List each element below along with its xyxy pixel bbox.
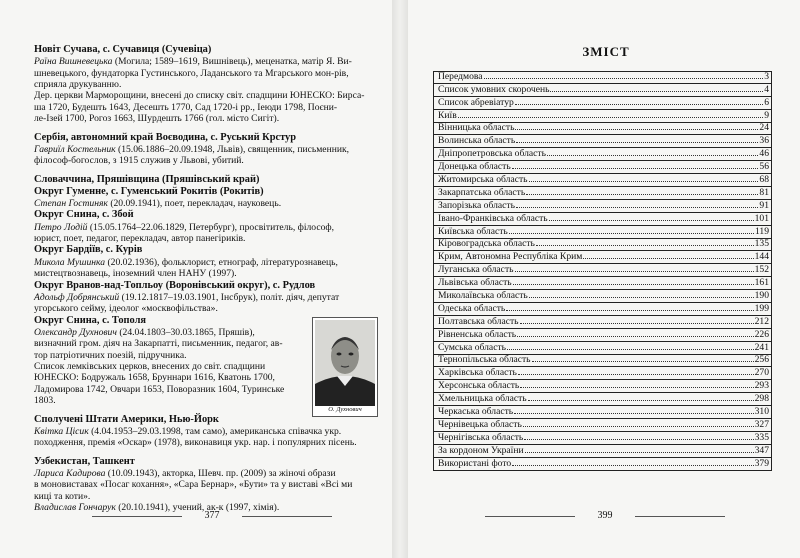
text-line: тор патріотичних поезій, підручника. bbox=[34, 349, 187, 361]
toc-row bbox=[433, 316, 772, 329]
toc-entry-label: Київ bbox=[438, 109, 457, 121]
text-line: Список лемківських церков, внесених до світ. спадщини bbox=[34, 360, 266, 372]
toc-row bbox=[433, 290, 772, 303]
toc-entry-page: 241 bbox=[754, 341, 769, 353]
photo-wrap bbox=[34, 173, 378, 413]
text-line: ша 1720, Будешть 1643, Десешть 1770, Сад 1720-і рр., Іеюди 1798, Поєни- bbox=[34, 101, 338, 113]
toc-leader-dots bbox=[529, 181, 759, 182]
person-details: (19.12.1817–19.03.1901, Інсбрук), політ. діяч, депутат bbox=[119, 291, 340, 303]
text-line bbox=[34, 292, 378, 303]
left-page-footer bbox=[92, 510, 332, 524]
toc-leader-dots bbox=[512, 168, 759, 169]
toc-leader-dots bbox=[536, 245, 754, 246]
text-line bbox=[34, 426, 378, 437]
footer-rule-right bbox=[242, 516, 332, 517]
toc-entry-label: Сумська область bbox=[438, 341, 507, 353]
toc-leader-dots bbox=[524, 439, 753, 440]
toc-leader-dots bbox=[529, 297, 754, 298]
toc-row bbox=[433, 200, 772, 213]
toc-row bbox=[433, 445, 772, 458]
left-page-number: 377 bbox=[204, 510, 220, 521]
toc-leader-dots bbox=[517, 336, 753, 337]
toc-entry-label: Волинська область bbox=[438, 135, 516, 147]
toc-leader-dots bbox=[514, 413, 753, 414]
toc-row bbox=[433, 329, 772, 342]
text-line: ЮНЕСКО: Бодружаль 1658, Бруннари 1616, Кватонь 1700, bbox=[34, 372, 275, 384]
toc-entry-label: Список умовних скорочень bbox=[438, 83, 550, 95]
toc-row bbox=[433, 226, 772, 239]
toc-entry-page: 226 bbox=[754, 328, 769, 340]
section-heading: Сербія, автономний край Воєводина, с. Руський Крстур bbox=[34, 131, 297, 143]
toc-entry-label: Харківська область bbox=[438, 367, 517, 379]
toc-entry-label: Херсонська область bbox=[438, 380, 520, 392]
toc-leader-dots bbox=[520, 323, 754, 324]
toc-leader-dots bbox=[520, 387, 753, 388]
toc-entry-label: Одеська область bbox=[438, 302, 506, 314]
right-page-number: 399 bbox=[597, 510, 613, 521]
text-line: угорського сейму, ідеолог «москвофільства». bbox=[34, 303, 218, 315]
text-line: мистецтвознавець, іноземний член НАНУ (1997). bbox=[34, 268, 237, 280]
toc-row bbox=[433, 213, 772, 226]
text-line: юрист, поет, педагог, перекладач, автор панегіриків. bbox=[34, 233, 246, 245]
toc-entry-page: 91 bbox=[759, 199, 769, 211]
toc-entry-page: 135 bbox=[754, 238, 769, 250]
person-details: (24.04.1803–30.03.1865, Пряшів), bbox=[116, 326, 255, 338]
toc-row bbox=[433, 161, 772, 174]
toc-entry-page: 144 bbox=[754, 251, 769, 263]
toc-entry-page: 119 bbox=[754, 225, 769, 237]
toc-leader-dots bbox=[484, 78, 764, 79]
toc-row bbox=[433, 239, 772, 252]
toc-row bbox=[433, 406, 772, 419]
toc-entry-page: 270 bbox=[754, 367, 769, 379]
toc-row bbox=[433, 187, 772, 200]
text-line bbox=[34, 56, 378, 67]
toc-entry-label: Кіровоградська область bbox=[438, 238, 535, 250]
toc-entry-page: 310 bbox=[754, 406, 769, 418]
section-heading: Округ Снина, с. Тополя bbox=[34, 314, 147, 326]
right-page bbox=[408, 0, 800, 558]
toc-entry-page: 6 bbox=[764, 96, 769, 108]
toc-leader-dots bbox=[512, 465, 753, 466]
toc-entry-page: 4 bbox=[764, 83, 769, 95]
toc-row bbox=[433, 432, 772, 445]
toc-row bbox=[433, 342, 772, 355]
toc-row bbox=[433, 148, 772, 161]
section-heading: Округ Гуменне, с. Гуменський Рокитів (Рокитів) bbox=[34, 185, 264, 197]
toc-entry-label: За кордоном України bbox=[438, 444, 524, 456]
photo-caption: О. Духнович bbox=[328, 405, 362, 413]
toc-entry-page: 68 bbox=[759, 174, 769, 186]
toc-entry-label: Черкаська область bbox=[438, 406, 514, 418]
text-line: визначний гром. діяч на Закарпатті, письменник, педагог, ав- bbox=[34, 338, 283, 350]
section-heading: Округ Снина, с. Збой bbox=[34, 209, 134, 221]
toc-row bbox=[433, 251, 772, 264]
toc-leader-dots bbox=[458, 117, 763, 118]
toc-entry-label: Запорізька область bbox=[438, 199, 515, 211]
toc-entry-label: Тернопільська область bbox=[438, 354, 531, 366]
toc-row bbox=[433, 135, 772, 148]
person-name: Петро Лодій bbox=[34, 221, 88, 233]
toc-entry-label: Чернівецька область bbox=[438, 418, 522, 430]
left-page bbox=[0, 0, 392, 558]
toc-row bbox=[433, 277, 772, 290]
toc-leader-dots bbox=[547, 155, 758, 156]
left-page-content bbox=[34, 44, 378, 513]
person-name: Микола Мушинка bbox=[34, 256, 106, 268]
toc-entry-label: Хмельницька область bbox=[438, 393, 527, 405]
toc-entry-page: 152 bbox=[754, 264, 769, 276]
toc-entry-label: Передмова bbox=[438, 70, 483, 82]
toc-row bbox=[433, 84, 772, 97]
person-details: (15.06.1886–20.09.1948, Львів), священник, письменник, bbox=[115, 143, 350, 155]
toc-leader-dots bbox=[523, 426, 754, 427]
person-name: Владислав Гончарук bbox=[34, 502, 116, 513]
toc-entry-page: 46 bbox=[759, 148, 769, 160]
toc-leader-dots bbox=[532, 361, 754, 362]
toc-entry-page: 56 bbox=[759, 161, 769, 173]
toc-leader-dots bbox=[525, 452, 754, 453]
toc-leader-dots bbox=[528, 400, 754, 401]
text-line: сприяла друкуванню. bbox=[34, 79, 122, 91]
toc-entry-page: 212 bbox=[754, 315, 769, 327]
person-name: Степан Гостиняк bbox=[34, 198, 108, 210]
section-heading: Узбекистан, Ташкент bbox=[34, 455, 135, 467]
toc-entry-page: 335 bbox=[754, 431, 769, 443]
toc-leader-dots bbox=[509, 233, 754, 234]
toc-entry-label: Полтавська область bbox=[438, 315, 519, 327]
toc-row bbox=[433, 110, 772, 123]
text-line: в моновиставах «Посаг кохання», «Сара Бернар», «Бути» та у виставі «Всі ми bbox=[34, 479, 353, 491]
section-uzbekistan bbox=[34, 456, 378, 514]
text-line: Дер. церкви Марморощини, внесені до списку світ. спадщини ЮНЕСКО: Бирса- bbox=[34, 90, 365, 102]
toc-row bbox=[433, 123, 772, 136]
footer-rule-right bbox=[635, 516, 725, 517]
person-details: (20.10.1941), учений, ак-к (1997, хімія). bbox=[115, 502, 280, 513]
section-novit-suchava bbox=[34, 44, 378, 125]
toc-leader-dots bbox=[515, 129, 758, 130]
toc-row bbox=[433, 419, 772, 432]
toc-leader-dots bbox=[515, 271, 754, 272]
portrait-photo bbox=[312, 317, 378, 417]
toc-entry-label: Донецька область bbox=[438, 161, 511, 173]
toc-entry-page: 24 bbox=[759, 122, 769, 134]
person-name: Лариса Кадирова bbox=[34, 467, 106, 479]
toc-entry-page: 101 bbox=[754, 212, 769, 224]
toc-row bbox=[433, 367, 772, 380]
toc-row bbox=[433, 355, 772, 368]
portrait-image bbox=[315, 320, 375, 406]
section-heading: Словаччина, Пряшівщина (Пряшівський край) bbox=[34, 173, 260, 185]
text-line: киці та коти». bbox=[34, 490, 91, 502]
toc-leader-dots bbox=[513, 284, 754, 285]
text-line bbox=[34, 257, 378, 268]
section-serbia bbox=[34, 132, 378, 167]
toc-entry-page: 190 bbox=[754, 290, 769, 302]
person-name: Адольф Добрянський bbox=[34, 291, 120, 303]
toc-entry-page: 9 bbox=[764, 109, 769, 121]
text-line bbox=[34, 198, 378, 209]
toc-leader-dots bbox=[506, 310, 753, 311]
toc-entry-label: Дніпропетровська область bbox=[438, 148, 546, 160]
toc-entry-label: Житомирська область bbox=[438, 174, 528, 186]
toc-leader-dots bbox=[516, 207, 758, 208]
toc-entry-label: Київська область bbox=[438, 225, 508, 237]
toc-table bbox=[433, 71, 772, 471]
book-gutter bbox=[392, 0, 408, 558]
toc-row bbox=[433, 380, 772, 393]
section-heading: Сполучені Штати Америки, Нью-Йорк bbox=[34, 413, 219, 425]
text-line bbox=[34, 468, 378, 479]
toc-row bbox=[433, 174, 772, 187]
section-heading: Округ Вранов-над-Топльоу (Воронівський округ), с. Рудлов bbox=[34, 279, 316, 291]
toc-entry-label: Луганська область bbox=[438, 264, 514, 276]
toc-row bbox=[433, 303, 772, 316]
text-line: шневецького, фундаторка Густинського, Ладанського та Мгарського мон-рів, bbox=[34, 67, 349, 79]
text-line: філософ-богослов, з 1915 служив у Львові, убитий. bbox=[34, 155, 244, 167]
person-details: (20.02.1936), фольклорист, етнограф, літературознавець, bbox=[105, 256, 338, 268]
section-heading: Округ Бардіїв, с. Курів bbox=[34, 244, 143, 256]
toc-row bbox=[433, 458, 772, 471]
right-page-footer bbox=[485, 510, 725, 524]
toc-row bbox=[433, 71, 772, 84]
toc-entry-page: 161 bbox=[754, 277, 769, 289]
text-line bbox=[34, 144, 378, 155]
toc-leader-dots bbox=[518, 374, 754, 375]
person-name: Раїна Вишневецька bbox=[34, 56, 113, 68]
section-heading: Новіт Сучава, с. Сучавиця (Сучевіца) bbox=[34, 44, 212, 55]
toc-row bbox=[433, 393, 772, 406]
toc-leader-dots bbox=[583, 258, 753, 259]
text-line: походження, премія «Оскар» (1978), виконавиця укр. нар. і популярних пісень. bbox=[34, 437, 357, 449]
text-line: ле-Ізей 1700, Рогоз 1663, Шурдешть 1766 (гол. місто Сигіт). bbox=[34, 113, 280, 125]
toc-leader-dots bbox=[526, 194, 758, 195]
toc-leader-dots bbox=[550, 91, 763, 92]
toc-leader-dots bbox=[549, 220, 754, 221]
toc-entry-label: Крим, Автономна Республіка Крим bbox=[438, 251, 583, 263]
person-details: (15.05.1764–22.06.1829, Петербург), просвітитель, філософ, bbox=[87, 221, 335, 233]
toc-entry-label: Вінницька область bbox=[438, 122, 515, 134]
person-details: (10.09.1943), акторка, Шевч. пр. (2009) за жіночі образи bbox=[105, 467, 336, 479]
toc-entry-label: Івано-Франківська область bbox=[438, 212, 548, 224]
toc-entry-page: 256 bbox=[754, 354, 769, 366]
section-slovakia bbox=[34, 173, 378, 413]
toc-title: ЗМІСТ bbox=[582, 44, 630, 59]
toc-row bbox=[433, 264, 772, 277]
person-details: (4.04.1953–29.03.1998, там само), американська співачка укр. bbox=[88, 425, 342, 437]
toc-entry-label: Використані фото bbox=[438, 457, 512, 469]
toc-leader-dots bbox=[515, 104, 763, 105]
toc-entry-page: 81 bbox=[759, 186, 769, 198]
toc-entry-page: 347 bbox=[754, 444, 769, 456]
toc-entry-label: Львівська область bbox=[438, 277, 512, 289]
person-name: Квітка Цісик bbox=[34, 425, 89, 437]
toc-entry-page: 3 bbox=[764, 70, 769, 82]
toc-row bbox=[433, 97, 772, 110]
toc-entry-page: 327 bbox=[754, 418, 769, 430]
person-details: (20.09.1941), поет, перекладач, науковець. bbox=[107, 198, 282, 210]
toc-entry-label: Миколаївська область bbox=[438, 290, 528, 302]
person-name: Олександр Духнович bbox=[34, 326, 117, 338]
toc-entry-label: Список абревіатур bbox=[438, 96, 514, 108]
text-line: Ладомирова 1742, Овчари 1653, Поворазник 1604, Туринське bbox=[34, 383, 285, 395]
toc-entry-label: Рівненська область bbox=[438, 328, 517, 340]
toc-entry-label: Чернігівська область bbox=[438, 431, 524, 443]
person-details: (Могила; 1589–1619, Вишнівець), меценатка, матір Я. Ви- bbox=[112, 56, 352, 68]
text-line: 1803. bbox=[34, 395, 56, 407]
toc-entry-page: 36 bbox=[759, 135, 769, 147]
toc-leader-dots bbox=[516, 142, 758, 143]
text-line bbox=[34, 222, 378, 233]
toc-entry-page: 379 bbox=[754, 457, 769, 469]
toc-entry-label: Закарпатська область bbox=[438, 186, 526, 198]
toc-entry-page: 293 bbox=[754, 380, 769, 392]
toc-leader-dots bbox=[507, 349, 754, 350]
toc-entry-page: 199 bbox=[754, 302, 769, 314]
section-usa bbox=[34, 414, 378, 449]
person-name: Гавриїл Костельник bbox=[34, 143, 116, 155]
toc-entry-page: 298 bbox=[754, 393, 769, 405]
